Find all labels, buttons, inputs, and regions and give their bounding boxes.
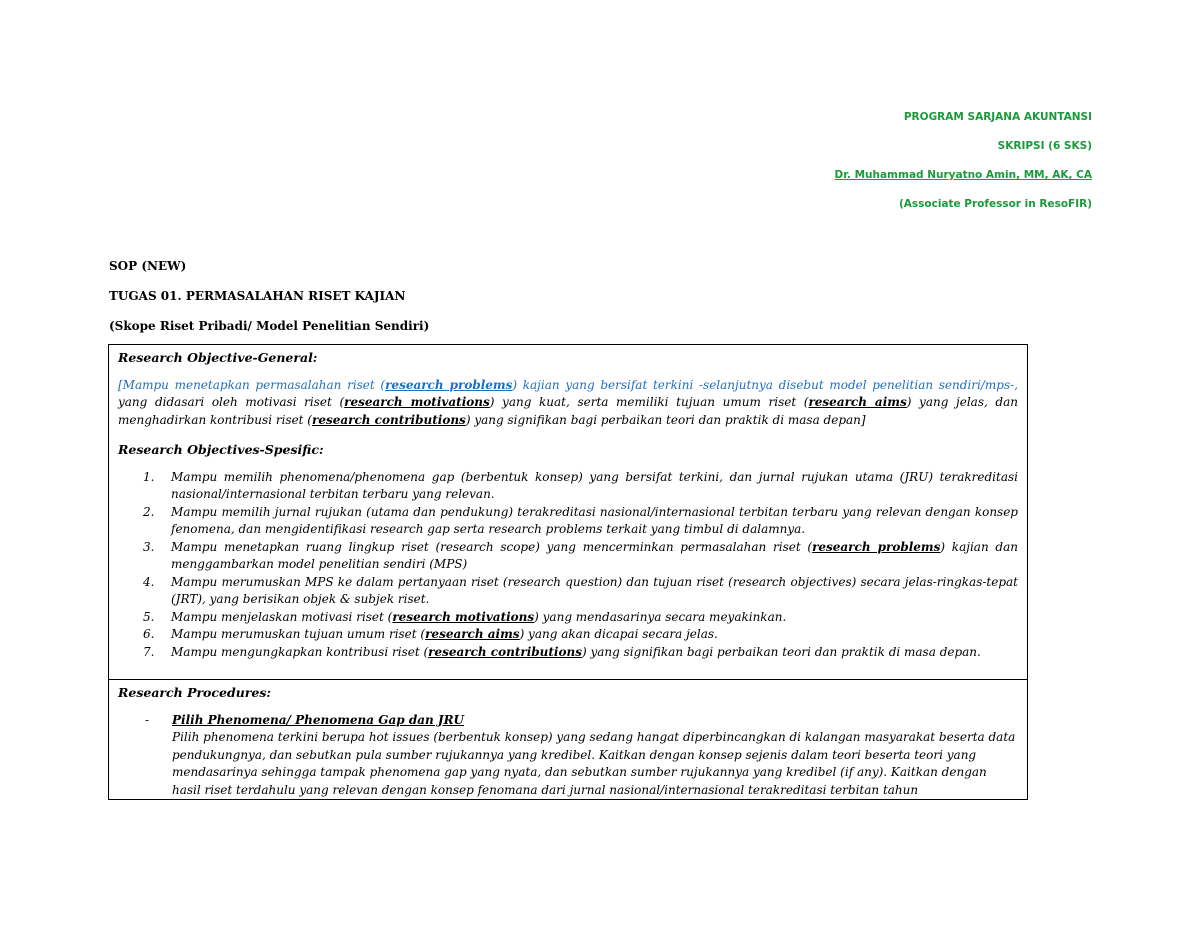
- procedure-item: [118, 712, 1018, 800]
- procedure-title: Pilih Phenomena/ Phenomena Gap dan JRU: [172, 712, 465, 727]
- item-text: Mampu memilih jurnal rujukan (utama dan pendukung) terakreditasi nasional/internasional terbitan terbaru yang relevan dengan konsep fenomena, dan mengidentifikasi research gap serta research problems terkait yang timbul di dalamnya.: [171, 504, 1018, 536]
- list-item: [118, 626, 1018, 644]
- bullet-dash: -: [145, 712, 150, 727]
- general-text-part: permasalahan riset (: [255, 377, 386, 392]
- list-number: 2.: [143, 504, 155, 519]
- general-key-term: research aims: [808, 395, 907, 409]
- list-number: 3.: [143, 539, 155, 554]
- objectives-cell: [109, 345, 1027, 680]
- list-item: [118, 574, 1018, 609]
- item-text: Mampu menjelaskan motivasi riset (: [171, 609, 393, 624]
- task-title: TUGAS 01. PERMASALAHAN RISET KAJIAN: [109, 289, 406, 303]
- program-name: PROGRAM SARJANA AKUNTANSI: [903, 111, 1092, 123]
- item-text: Mampu memilih phenomena/phenomena gap (berbentuk konsep) yang bersifat terkini, dan jurnal rujukan utama (JRU) terakreditasi nasional/internasional terbitan terbaru yang relevan.: [171, 469, 1018, 501]
- lecturer-affiliation: (Associate Professor in ResoFIR): [898, 198, 1092, 210]
- item-text: ) yang akan dicapai secara jelas.: [519, 627, 718, 641]
- objectives-table: [108, 344, 1028, 800]
- list-number: 7.: [143, 644, 155, 659]
- specific-objective-list: [118, 469, 1018, 662]
- item-text: Mampu menetapkan ruang lingkup riset (research scope) yang mencerminkan permasalahan riset (: [171, 539, 813, 554]
- list-item: [118, 504, 1018, 539]
- list-item: [118, 609, 1018, 627]
- item-text: ) kajian dan menggambarkan model penelitian sendiri (MPS): [171, 539, 1018, 571]
- list-number: 4.: [143, 574, 155, 589]
- item-key-term: research motivations: [392, 609, 535, 624]
- sop-title: SOP (NEW): [109, 259, 187, 273]
- general-objective-text: [118, 377, 1018, 430]
- general-text-part: ) kajian yang bersifat terkini -selanjutnya disebut model penelitian sendiri/mps-,: [512, 377, 1018, 392]
- list-item: [118, 539, 1018, 574]
- course-name: SKRIPSI (6 SKS): [997, 140, 1092, 152]
- general-key-term: research problems: [385, 377, 513, 392]
- item-key-term: research contributions: [428, 644, 582, 659]
- lecturer-name: Dr. Muhammad Nuryatno Amin, MM, AK, CA: [834, 169, 1092, 181]
- item-key-term: research aims: [425, 627, 520, 641]
- list-item: [118, 469, 1018, 504]
- procedures-heading: Research Procedures:: [118, 685, 271, 700]
- item-text: Mampu merumuskan MPS ke dalam pertanyaan riset (research question) dan tujuan riset (research objectives) secara jelas-ringkas-tepat (JRT), yang berisikan objek & subjek riset.: [171, 574, 1018, 606]
- list-number: 6.: [143, 627, 155, 641]
- general-text-part: ) yang signifikan bagi perbaikan teori dan praktik di masa depan]: [465, 412, 866, 427]
- general-key-term: research contributions: [312, 412, 466, 427]
- procedure-text: Pilih phenomena terkini berupa hot issues (berbentuk konsep) yang sedang hangat diperbincangkan di kalangan masyarakat beserta data pendukungnya, dan sebutkan pula sumber rujukannya yang kredibel. Kaitkan dengan konsep sejenis dalam teori beserta teori yang mendasarinya sehingga tampak phenomena gap yang nyata, dan sebutkan sumber rujukannya yang kredibel (if any). Kaitkan dengan hasil riset terdahulu yang relevan dengan konsep fenomana dari jurnal nasional/internasional terakreditasi terbitan tahun: [172, 730, 1016, 797]
- general-key-term: research motivations: [344, 395, 490, 409]
- general-text-part: yang didasari oleh motivasi riset (: [118, 395, 345, 409]
- item-key-term: research problems: [812, 539, 941, 554]
- general-text-part: ) yang jelas, dan menghadirkan kontribusi riset (: [118, 395, 1018, 427]
- item-text: Mampu mengungkapkan kontribusi riset (: [171, 644, 429, 659]
- general-text-part: [Mampu menetapkan: [118, 377, 256, 392]
- general-text-part: ) yang kuat, serta memiliki tujuan umum riset (: [489, 395, 809, 409]
- list-number: 5.: [143, 609, 155, 624]
- item-text: Mampu merumuskan tujuan umum riset (: [171, 627, 426, 641]
- general-objective-heading: Research Objective-General:: [118, 350, 318, 365]
- document-header: [835, 110, 1092, 226]
- list-number: 1.: [143, 469, 155, 484]
- specific-objective-heading: Research Objectives-Spesific:: [118, 442, 324, 457]
- list-item: [118, 644, 1018, 662]
- task-scope: (Skope Riset Pribadi/ Model Penelitian Sendiri): [109, 319, 430, 333]
- item-text: ) yang signifikan bagi perbaikan teori dan praktik di masa depan.: [581, 644, 981, 659]
- item-text: ) yang mendasarinya secara meyakinkan.: [534, 609, 787, 624]
- procedures-cell: [109, 680, 1027, 799]
